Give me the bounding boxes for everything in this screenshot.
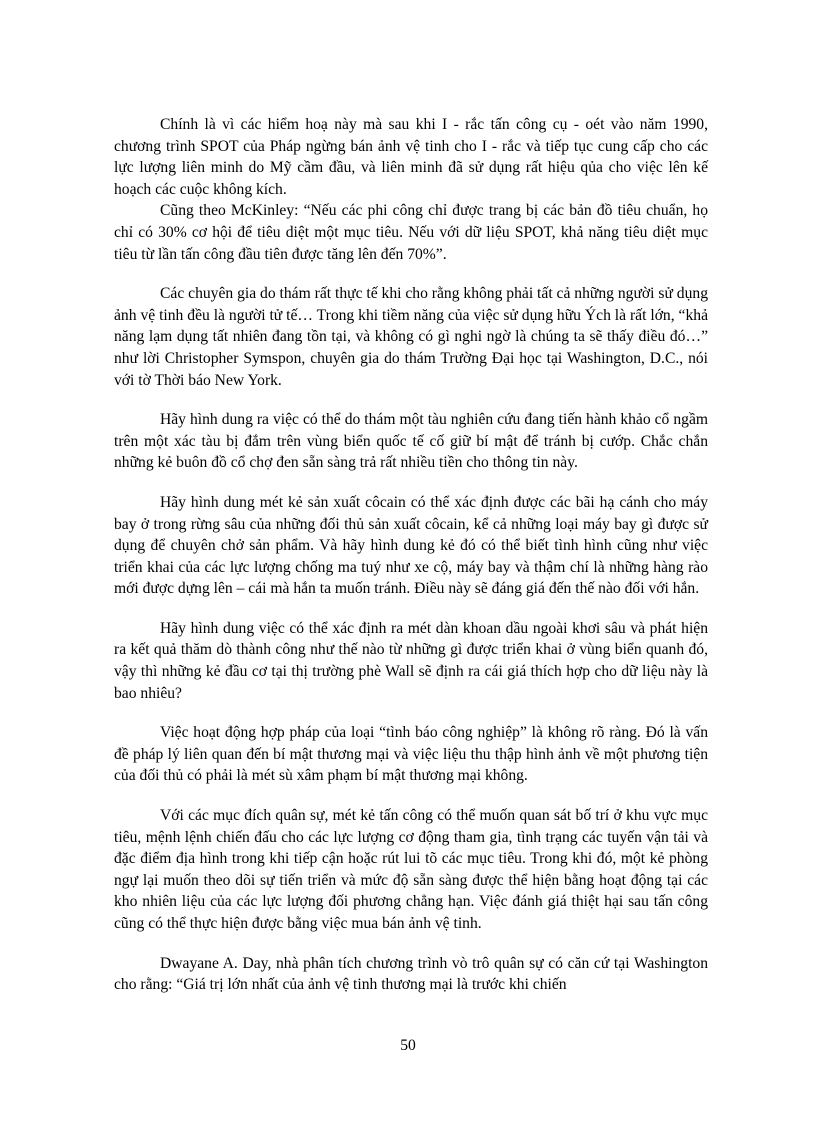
paragraph-5: Hãy hình dung mét kẻ sản xuất côcain có thể xác định được các bãi hạ cánh cho máy bay ở trong rừng sâu của những đối thủ sản xuất côcain, kể cả những loại máy bay gì được sử dụng để chuyên chở sản phẩm. Và hãy hình dung kẻ đó có thể biết tình hình cũng như việc triển khai của các lực lượng chống ma tuý như xe cộ, máy bay và thậm chí là những hàng rào mới được dựng lên – cái mà hắn ta muốn tránh. Điều này sẽ đáng giá đến thế nào đối với hắn.	[114, 493, 708, 598]
paragraph-3: Các chuyên gia do thám rất thực tế khi cho rằng không phải tất cả những người sử dụng ảnh vệ tinh đều là người tử tế… Trong khi tiềm năng của việc sử dụng hữu Ých là rất lớn, “khả năng lạm dụng tất nhiên đang tồn tại, và không có gì nghi ngờ là chúng ta sẽ thấy điều đó…” như lời Christopher Symspon, chuyên gia do thám Trường Đại học tại Washington, D.C., nói với tờ Thời báo New York.	[114, 285, 708, 389]
document-body	[114, 114, 708, 996]
paragraph-7: Việc hoạt động hợp pháp của loại “tình báo công nghiệp” là không rõ ràng. Đó là vấn đề pháp lý liên quan đến bí mật thương mại và việc liệu thu thập hình ảnh về một phương tiện của đối thủ có phải là mét sù xâm phạm bí mật thương mại không.	[114, 724, 708, 785]
paragraph-1: Chính là vì các hiểm hoạ này mà sau khi I - rắc tấn công cụ - oét vào năm 1990, chương trình SPOT của Pháp ngừng bán ảnh vệ tinh cho I - rắc và tiếp tục cung cấp cho các lực lượng liên minh do Mỹ cầm đầu, và liên minh đã sử dụng rất hiệu qủa cho việc lên kế hoạch các cuộc không kích.	[114, 116, 708, 198]
paragraph-9: Dwayane A. Day, nhà phân tích chương trình vò trô quân sự có căn cứ tại Washington cho rằng: “Giá trị lớn nhất của ảnh vệ tinh thương mại là trước khi chiến	[114, 954, 708, 994]
paragraph-6: Hãy hình dung việc có thể xác định ra mét dàn khoan dầu ngoài khơi sâu và phát hiện ra kết quả thăm dò thành công như thế nào từ những gì được triển khai ở vùng biển quanh đó, vậy thì những kẻ đầu cơ tại thị trường phè Wall sẽ định ra cái giá thích hợp cho dữ liệu này là bao nhiêu?	[114, 619, 708, 702]
paragraph-4: Hãy hình dung ra việc có thể do thám một tàu nghiên cứu đang tiến hành khảo cổ ngầm trên một xác tàu bị đắm trên vùng biển quốc tế cố giữ bí mật để tránh bị cướp. Chắc chắn những kẻ buôn đồ cổ chợ đen sẵn sàng trả rất nhiều tiền cho thông tin này.	[114, 411, 708, 472]
page-number: 50	[400, 1037, 416, 1054]
paragraph-2: Cũng theo McKinley: “Nếu các phi công chỉ được trang bị các bản đồ tiêu chuẩn, họ chỉ có 30% cơ hội để tiêu diệt một mục tiêu. Nếu với dữ liệu SPOT, khả năng tiêu diệt mục tiêu từ lần tấn công đầu tiên được tăng lên đến 70%”.	[114, 202, 708, 263]
paragraph-8: Với các mục đích quân sự, mét kẻ tấn công có thể muốn quan sát bố trí ở khu vực mục tiêu, mệnh lệnh chiến đấu cho các lực lượng cơ động tham gia, tình trạng các tuyến vận tải và đặc điểm địa hình trong khi tiếp cận hoặc rút lui tõ các mục tiêu. Trong khi đó, một kẻ phòng ngự lại muốn theo dõi sự tiến triển và mức độ sẵn sàng được thể hiện bằng hoạt động tại các kho nhiên liệu của các lực lượng đối phương chẳng hạn. Việc đánh giá thiệt hại sau tấn công cũng có thể thực hiện được bằng việc mua bán ảnh vệ tinh.	[114, 807, 708, 932]
